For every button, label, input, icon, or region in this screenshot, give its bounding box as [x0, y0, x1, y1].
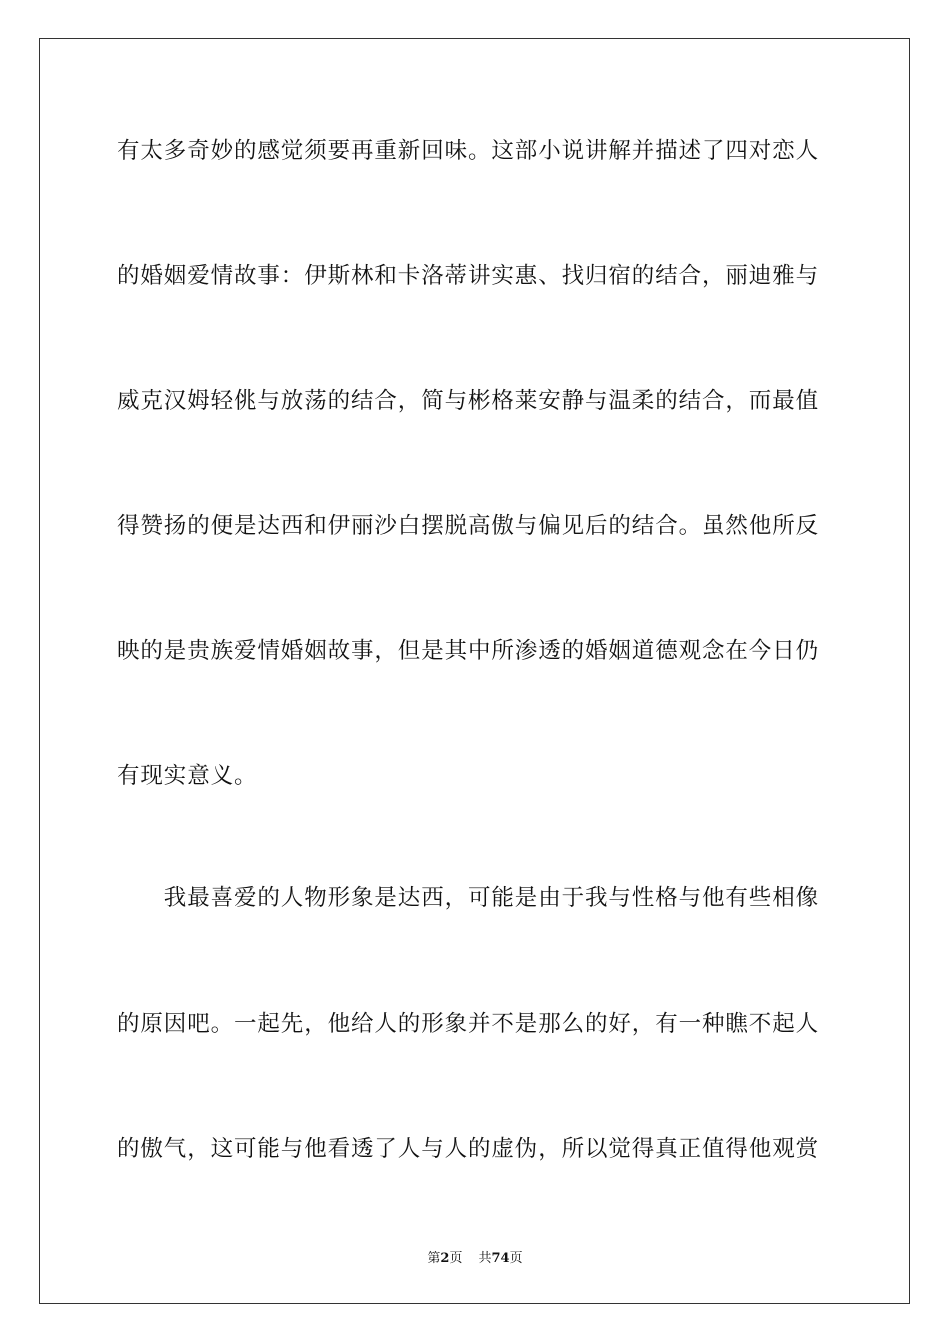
body-text-line: 的婚姻爱情故事：伊斯林和卡洛蒂讲实惠、找归宿的结合，丽迪雅与 — [117, 263, 820, 289]
body-text-line: 映的是贵族爱情婚姻故事，但是其中所渗透的婚姻道德观念在今日仍 — [117, 638, 820, 664]
body-text-line: 威克汉姆轻佻与放荡的结合，简与彬格莱安静与温柔的结合，而最值 — [117, 388, 820, 414]
body-text-line: 得赞扬的便是达西和伊丽沙白摆脱高傲与偏见后的结合。虽然他所反 — [117, 513, 820, 539]
body-text-line: 有现实意义。 — [117, 763, 258, 789]
page-border — [39, 38, 910, 1304]
total-label-prefix: 共 — [478, 1251, 492, 1266]
body-text-line: 的原因吧。一起先，他给人的形象并不是那么的好，有一种瞧不起人 — [117, 1011, 820, 1037]
body-text-line: 我最喜爱的人物形象是达西，可能是由于我与性格与他有些相像 — [117, 885, 820, 911]
page-footer — [0, 1250, 950, 1268]
current-page-number: 2 — [440, 1251, 450, 1266]
body-text-line: 的傲气，这可能与他看透了人与人的虚伪，所以觉得真正值得他观赏 — [117, 1136, 820, 1162]
page-label-suffix: 页 — [449, 1251, 463, 1266]
page-label-prefix: 第 — [427, 1251, 441, 1266]
total-label-suffix: 页 — [509, 1251, 523, 1266]
body-text-line: 有太多奇妙的感觉须要再重新回味。这部小说讲解并描述了四对恋人 — [117, 138, 820, 164]
total-page-number: 74 — [491, 1251, 510, 1266]
